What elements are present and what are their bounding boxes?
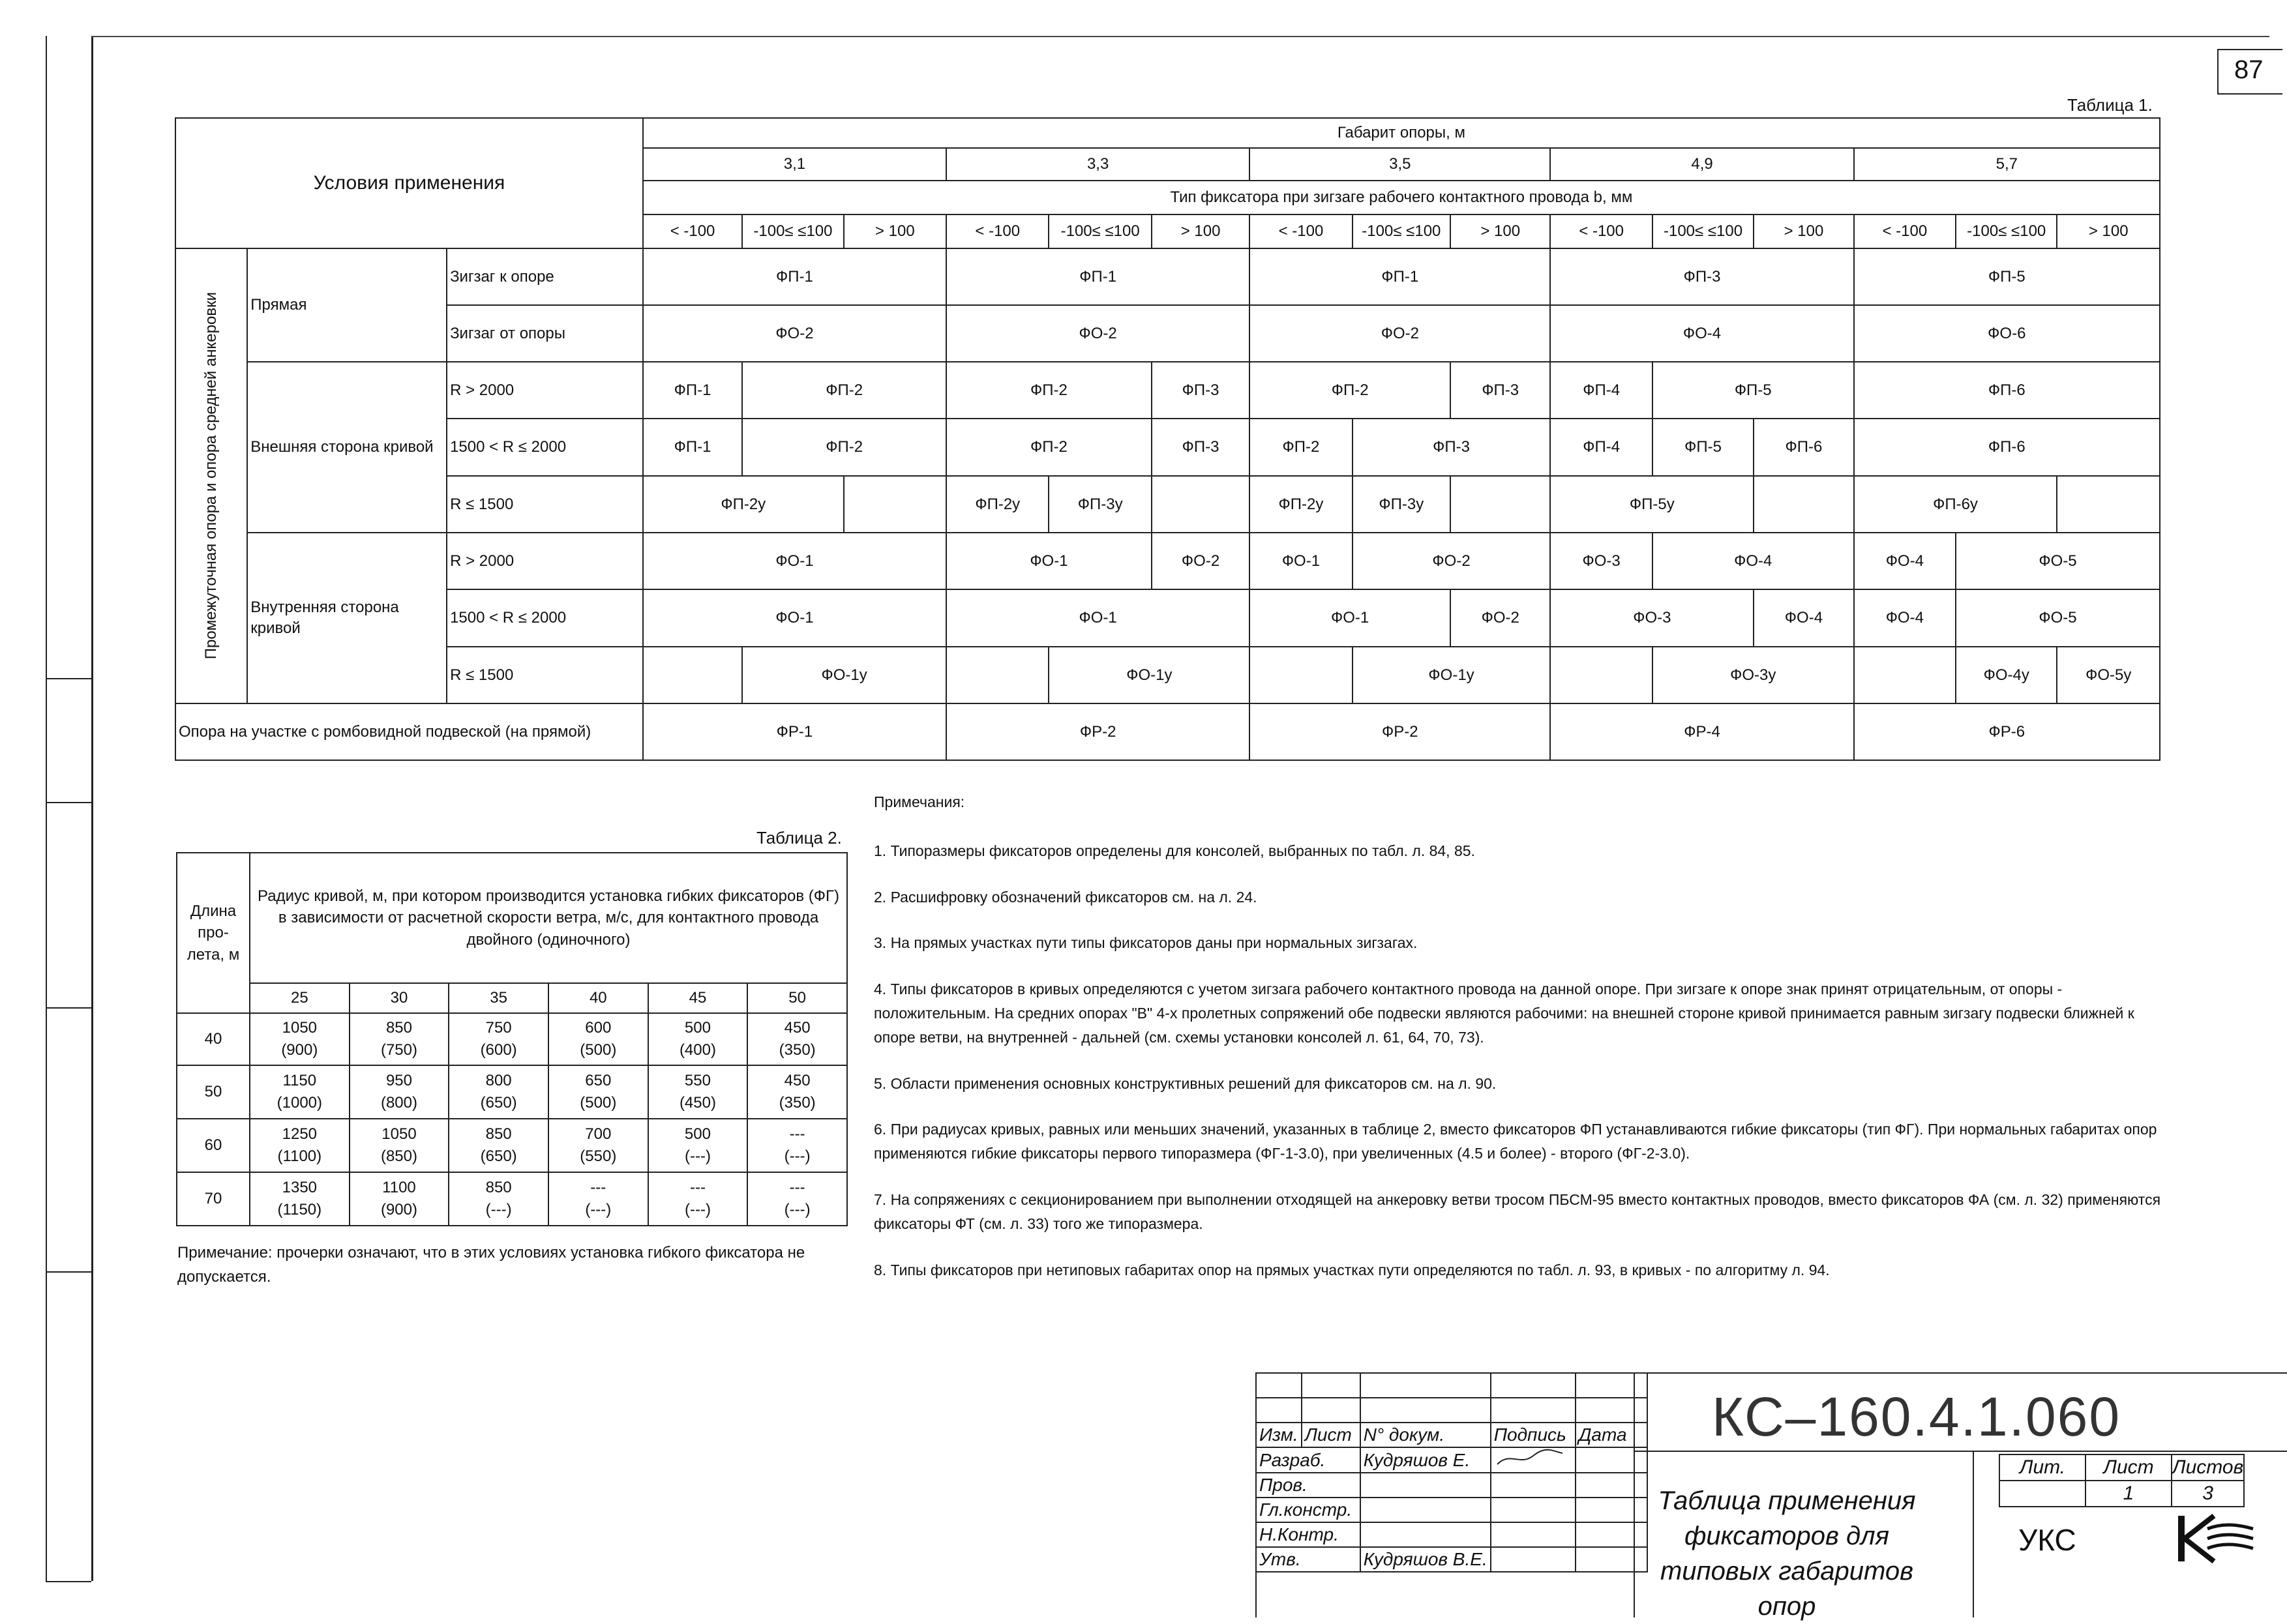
t2-cell bbox=[350, 1172, 449, 1226]
notes-title: Примечания: bbox=[874, 793, 965, 810]
frame-outer-line bbox=[46, 36, 47, 1581]
t2-span-header: Длина про-лета, м bbox=[177, 853, 250, 1013]
t2-value: 1250 bbox=[282, 1125, 318, 1144]
zigzag-range: < -100 bbox=[1249, 214, 1352, 248]
t2-cell bbox=[250, 1172, 350, 1226]
t2-value: 650 bbox=[585, 1072, 612, 1090]
t2-radius-header: Радиус кривой, м, при котором производится установка гибких фиксаторов (ФГ) в зависимости от расчетной скорости ветра, м/с, для контактного провода двойного (одиночного) bbox=[250, 853, 847, 983]
t2-value: 1050 bbox=[381, 1125, 417, 1144]
t2-value: (350) bbox=[779, 1094, 816, 1112]
tb-sheet-info bbox=[1999, 1454, 2245, 1507]
title-block bbox=[1255, 1372, 2287, 1621]
table-cell: ФР-6 bbox=[1854, 703, 2160, 760]
table-cell-empty bbox=[1550, 647, 1652, 703]
t2-cell bbox=[350, 1119, 449, 1172]
t2-span: 70 bbox=[177, 1172, 250, 1226]
t2-cell bbox=[648, 1172, 748, 1226]
table-cell: ФО-3 bbox=[1550, 533, 1652, 589]
t2-value: (---) bbox=[784, 1201, 811, 1218]
tb-header: Подпись bbox=[1491, 1423, 1576, 1447]
table-cell: ФО-1у bbox=[1353, 647, 1551, 703]
t2-value: (400) bbox=[679, 1041, 716, 1059]
stamp-divider bbox=[46, 1271, 91, 1273]
note-item: 7. На сопряжениях с секционированием при выполнении отходящей на анкеровку ветви тросом ПБСМ-95 вместо контактных проводов, вместо фиксаторов ФА (см. л. 32) применяются фиксаторы ФТ (см. л. 33) того же типоразмера. bbox=[874, 1190, 2161, 1232]
table-cell: ФО-4у bbox=[1956, 647, 2057, 703]
t2-value: (650) bbox=[480, 1094, 517, 1112]
tb-header: Лист bbox=[1302, 1423, 1360, 1447]
cond-r-gt-2000: R > 2000 bbox=[447, 362, 643, 419]
table1-caption: Таблица 1. bbox=[2067, 95, 2153, 115]
t2-cell bbox=[449, 1065, 548, 1119]
zigzag-range: < -100 bbox=[643, 214, 742, 248]
t2-value: (450) bbox=[679, 1094, 716, 1112]
t2-span: 60 bbox=[177, 1119, 250, 1172]
note-item: 1. Типоразмеры фиксаторов определены для консолей, выбранных по табл. л. 84, 85. bbox=[874, 842, 1475, 859]
tb-header: Дата bbox=[1576, 1423, 1647, 1447]
tb-sheet-label: Лист bbox=[2085, 1454, 2172, 1481]
t2-span: 50 bbox=[177, 1065, 250, 1119]
table-cell: ФП-2 bbox=[946, 419, 1152, 476]
t2-cell bbox=[548, 1013, 648, 1065]
zigzag-range: < -100 bbox=[1854, 214, 1956, 248]
t2-value: 1100 bbox=[382, 1179, 416, 1197]
table-cell: ФП-6 bbox=[1854, 419, 2160, 476]
table-cell: ФП-1 bbox=[1249, 248, 1550, 305]
table-cell: ФО-1у bbox=[1049, 647, 1249, 703]
table-row bbox=[177, 1013, 847, 1065]
table-cell: ФП-5 bbox=[1854, 248, 2160, 305]
frame-inner-line bbox=[91, 36, 93, 1581]
t2-cell bbox=[747, 1172, 847, 1226]
cond-r-1500-2000: 1500 < R ≤ 2000 bbox=[447, 419, 643, 476]
table-cell-empty bbox=[1249, 647, 1352, 703]
table-cell-empty bbox=[1152, 476, 1249, 533]
table-cell: ФП-6 bbox=[1754, 419, 1853, 476]
table-cell: ФП-4 bbox=[1550, 419, 1652, 476]
t2-cell bbox=[250, 1013, 350, 1065]
table-cell: ФП-6у bbox=[1854, 476, 2057, 533]
table-cell: ФО-2 bbox=[1152, 533, 1249, 589]
t2-cell bbox=[250, 1119, 350, 1172]
t2-cell bbox=[747, 1119, 847, 1172]
table-cell: ФО-1 bbox=[643, 589, 946, 647]
tb-lit-label: Лит. bbox=[1999, 1454, 2085, 1481]
t2-value: 450 bbox=[784, 1072, 811, 1090]
org-name: УКС bbox=[2018, 1523, 2076, 1557]
t2-value: (750) bbox=[380, 1041, 417, 1059]
table-cell: ФО-4 bbox=[1854, 533, 1956, 589]
t2-value: (---) bbox=[684, 1201, 711, 1218]
table-cell: ФО-4 bbox=[1754, 589, 1853, 647]
sheet-number: 87 bbox=[2217, 49, 2282, 95]
table-cell: ФП-3 bbox=[1152, 362, 1249, 419]
t2-speed: 25 bbox=[250, 983, 350, 1013]
t2-value: 800 bbox=[485, 1072, 512, 1090]
t2-value: --- bbox=[689, 1179, 706, 1197]
table-cell: ФП-2 bbox=[1249, 419, 1352, 476]
t2-cell bbox=[350, 1013, 449, 1065]
note-item: 4. Типы фиксаторов в кривых определяются с учетом зигзага рабочего контактного провода на данной опоре. При зигзаге к опоре знак принят отрицательным, от опоры - положительным. На средних опорах "В" 4-х пролетных сопряжений обе подвески являются рабочими: на внешней стороне кривой принимается равным зигзагу подвески ближней к опоре ветви, на внутренней - дальней (см. схемы установки консолей л. 61, 64, 70, 73). bbox=[874, 981, 2134, 1046]
note-item: 3. На прямых участках пути типы фиксаторов даны при нормальных зигзагах. bbox=[874, 934, 1418, 952]
tb-sheets: 3 bbox=[2172, 1481, 2244, 1507]
tb-developer: Кудряшов Е. bbox=[1360, 1447, 1491, 1473]
table-cell: ФП-1 bbox=[946, 248, 1249, 305]
tb-signature bbox=[1491, 1447, 1576, 1473]
table-cell-empty bbox=[643, 647, 742, 703]
tb-role: Гл.констр. bbox=[1256, 1498, 1360, 1522]
t2-value: (---) bbox=[585, 1201, 612, 1218]
table2 bbox=[176, 852, 848, 1226]
table-cell: ФП-2у bbox=[946, 476, 1049, 533]
table-cell: ФП-6 bbox=[1854, 362, 2160, 419]
header-gabarit-3-3: 3,3 bbox=[946, 148, 1249, 181]
t2-value: 550 bbox=[684, 1072, 711, 1090]
stamp-divider bbox=[46, 678, 91, 679]
table-cell: ФП-5 bbox=[1652, 419, 1754, 476]
table-cell: ФР-2 bbox=[946, 703, 1249, 760]
t2-cell bbox=[747, 1013, 847, 1065]
t2-cell bbox=[648, 1065, 748, 1119]
table-cell: ФП-3у bbox=[1049, 476, 1151, 533]
zigzag-range: -100≤ ≤100 bbox=[1652, 214, 1754, 248]
t2-value: 1150 bbox=[282, 1072, 317, 1090]
t2-cell bbox=[548, 1119, 648, 1172]
t2-value: 450 bbox=[784, 1019, 811, 1037]
zigzag-range: < -100 bbox=[1550, 214, 1652, 248]
tb-signatures bbox=[1255, 1372, 1648, 1572]
cond-r-gt-2000: R > 2000 bbox=[447, 533, 643, 589]
t2-value: --- bbox=[590, 1179, 606, 1197]
zigzag-range: > 100 bbox=[2057, 214, 2160, 248]
table-cell: ФР-1 bbox=[643, 703, 946, 760]
table-cell: ФО-1 bbox=[946, 533, 1152, 589]
table-cell-empty bbox=[1854, 647, 1956, 703]
tb-header: Изм. bbox=[1256, 1423, 1302, 1447]
table-row bbox=[177, 1119, 847, 1172]
t2-speed: 45 bbox=[648, 983, 748, 1013]
table-cell: ФП-2у bbox=[1249, 476, 1352, 533]
zigzag-range: -100≤ ≤100 bbox=[742, 214, 843, 248]
stamp-divider bbox=[46, 1581, 91, 1582]
zigzag-range: > 100 bbox=[1754, 214, 1853, 248]
t2-value: --- bbox=[789, 1179, 805, 1197]
t2-value: (1150) bbox=[277, 1201, 322, 1218]
t2-cell bbox=[548, 1172, 648, 1226]
t2-value: 850 bbox=[485, 1125, 512, 1144]
note-item: 6. При радиусах кривых, равных или меньших значений, указанных в таблице 2, вместо фиксаторов ФП устанавливаются гибкие фиксаторы (тип ФГ). При нормальных габаритах опор применяются гибкие фиксаторы первого типоразмера (ФГ-1-3.0), при увеличенных (4.5 и более) - второго (ФГ-2-3.0). bbox=[874, 1121, 2157, 1162]
zigzag-range: > 100 bbox=[1152, 214, 1249, 248]
row-straight: Прямая bbox=[247, 248, 447, 362]
tb-sheets-label: Листов bbox=[2172, 1454, 2244, 1481]
table-cell: ФП-2 bbox=[946, 362, 1152, 419]
t2-value: 850 bbox=[385, 1019, 412, 1037]
table-cell: ФО-3у bbox=[1652, 647, 1854, 703]
table-cell: ФО-2 bbox=[946, 305, 1249, 362]
header-gabarit: Габарит опоры, м bbox=[643, 118, 2160, 148]
table-cell: ФП-2 bbox=[1249, 362, 1450, 419]
table-cell: ФП-5у bbox=[1550, 476, 1754, 533]
table-cell: ФП-3 bbox=[1152, 419, 1249, 476]
table-cell-empty bbox=[2057, 476, 2160, 533]
note-item: 5. Области применения основных конструктивных решений для фиксаторов см. на л. 90. bbox=[874, 1074, 1497, 1092]
t2-value: 1050 bbox=[282, 1019, 318, 1037]
notes bbox=[874, 790, 2165, 1304]
table-cell: ФР-2 bbox=[1249, 703, 1550, 760]
table-cell: ФО-6 bbox=[1854, 305, 2160, 362]
tb-divider bbox=[1973, 1451, 1974, 1617]
t2-value: --- bbox=[789, 1125, 805, 1144]
table-cell: ФП-2 bbox=[742, 419, 946, 476]
t2-cell bbox=[449, 1172, 548, 1226]
header-gabarit-3-1: 3,1 bbox=[643, 148, 946, 181]
table-cell: ФП-1 bbox=[643, 419, 742, 476]
zigzag-range: > 100 bbox=[1450, 214, 1550, 248]
t2-cell bbox=[449, 1013, 548, 1065]
table-cell: ФП-2у bbox=[643, 476, 844, 533]
t2-value: (550) bbox=[580, 1147, 617, 1165]
tb-divider bbox=[1634, 1451, 2287, 1452]
table-cell: ФО-5 bbox=[1956, 533, 2160, 589]
t2-cell bbox=[350, 1065, 449, 1119]
table-cell: ФО-1у bbox=[742, 647, 946, 703]
table-cell: ФП-3 bbox=[1450, 362, 1550, 419]
t2-value: (650) bbox=[480, 1147, 517, 1165]
t2-value: 700 bbox=[585, 1125, 612, 1144]
t2-value: (---) bbox=[485, 1201, 512, 1218]
t2-speed: 35 bbox=[449, 983, 548, 1013]
cond-zigzag-from: Зигзаг от опоры bbox=[447, 305, 643, 362]
row-inner: Внутренняя сторона кривой bbox=[247, 533, 447, 703]
table-cell: ФП-2 bbox=[742, 362, 946, 419]
table-cell: ФО-2 bbox=[1450, 589, 1550, 647]
t2-value: 850 bbox=[485, 1179, 512, 1197]
t2-cell bbox=[747, 1065, 847, 1119]
table2-note: Примечание: прочерки означают, что в этих условиях установка гибкого фиксатора не допускается. bbox=[177, 1244, 805, 1286]
t2-cell bbox=[648, 1119, 748, 1172]
table1 bbox=[175, 117, 2160, 761]
table-cell: ФП-3у bbox=[1353, 476, 1450, 533]
tb-role: Утв. bbox=[1256, 1547, 1360, 1572]
table-cell: ФП-1 bbox=[643, 248, 946, 305]
note-item: 2. Расшифровку обозначений фиксаторов см. на л. 24. bbox=[874, 888, 1257, 906]
t2-speed: 40 bbox=[548, 983, 648, 1013]
table-row bbox=[177, 1065, 847, 1119]
t2-value: (1000) bbox=[277, 1094, 323, 1112]
zigzag-range: < -100 bbox=[946, 214, 1049, 248]
tb-sheet: 1 bbox=[2085, 1481, 2172, 1507]
cond-r-1500-2000: 1500 < R ≤ 2000 bbox=[447, 589, 643, 647]
t2-speed: 50 bbox=[747, 983, 847, 1013]
table-cell: ФО-2 bbox=[1353, 533, 1551, 589]
table-cell: ФП-4 bbox=[1550, 362, 1652, 419]
table-cell-empty bbox=[946, 647, 1049, 703]
table-row bbox=[177, 1172, 847, 1226]
header-gabarit-4-9: 4,9 bbox=[1550, 148, 1853, 181]
table-cell: ФО-1 bbox=[1249, 533, 1352, 589]
note-item: 8. Типы фиксаторов при нетиповых габаритах опор на прямых участках пути определяются по табл. л. 93, в кривых - по алгоритму л. 94. bbox=[874, 1261, 1830, 1278]
doc-title: Таблица применения фиксаторов для типовых габаритов опор bbox=[1658, 1486, 1916, 1621]
table-cell-empty bbox=[1450, 476, 1550, 533]
t2-value: (600) bbox=[480, 1041, 517, 1059]
t2-value: 1350 bbox=[282, 1179, 318, 1197]
table-cell: ФО-2 bbox=[1249, 305, 1550, 362]
t2-value: (1100) bbox=[277, 1147, 322, 1165]
zigzag-range: -100≤ ≤100 bbox=[1353, 214, 1450, 248]
t2-value: (350) bbox=[779, 1041, 816, 1059]
t2-value: (850) bbox=[380, 1147, 417, 1165]
doc-code: КС–160.4.1.060 bbox=[1712, 1386, 2121, 1447]
tb-header: N° докум. bbox=[1360, 1423, 1491, 1447]
tb-role: Н.Контр. bbox=[1256, 1522, 1360, 1547]
t2-value: 600 bbox=[585, 1019, 612, 1037]
table-cell: ФП-3 bbox=[1550, 248, 1853, 305]
t2-span: 40 bbox=[177, 1013, 250, 1065]
table-cell: ФО-1 bbox=[1249, 589, 1450, 647]
table-cell: ФО-5у bbox=[2057, 647, 2160, 703]
t2-value: 500 bbox=[684, 1019, 711, 1037]
tb-role: Разраб. bbox=[1256, 1447, 1360, 1473]
header-conditions: Условия применения bbox=[175, 118, 643, 248]
row-rhomb: Опора на участке с ромбовидной подвеской (на прямой) bbox=[175, 703, 643, 760]
table-cell: ФР-4 bbox=[1550, 703, 1853, 760]
stamp-divider bbox=[46, 1007, 91, 1009]
table2-caption: Таблица 2. bbox=[756, 828, 842, 848]
t2-value: (900) bbox=[380, 1201, 417, 1218]
table-cell: ФО-4 bbox=[1652, 533, 1854, 589]
group-label-cell bbox=[175, 248, 247, 703]
signature-mark bbox=[1494, 1448, 1566, 1468]
t2-value: (---) bbox=[684, 1147, 711, 1165]
t2-cell bbox=[648, 1013, 748, 1065]
table-cell: ФО-2 bbox=[643, 305, 946, 362]
table-cell: ФП-3 bbox=[1353, 419, 1551, 476]
header-fixator-type: Тип фиксатора при зигзаге рабочего контактного провода b, мм bbox=[643, 181, 2160, 214]
zigzag-range: -100≤ ≤100 bbox=[1049, 214, 1151, 248]
cond-zigzag-to: Зигзаг к опоре bbox=[447, 248, 643, 305]
t2-value: (500) bbox=[580, 1094, 617, 1112]
t2-value: (---) bbox=[784, 1147, 811, 1165]
zigzag-range: -100≤ ≤100 bbox=[1956, 214, 2057, 248]
stamp-divider bbox=[46, 802, 91, 803]
header-gabarit-5-7: 5,7 bbox=[1854, 148, 2160, 181]
zigzag-range: > 100 bbox=[844, 214, 946, 248]
row-outer: Внешняя сторона кривой bbox=[247, 362, 447, 533]
table-cell-empty bbox=[1754, 476, 1853, 533]
t2-cell bbox=[250, 1065, 350, 1119]
t2-value: (800) bbox=[380, 1094, 417, 1112]
cond-r-le-1500: R ≤ 1500 bbox=[447, 647, 643, 703]
table-cell: ФП-1 bbox=[643, 362, 742, 419]
company-logo-icon bbox=[2168, 1509, 2260, 1568]
table-cell-empty bbox=[844, 476, 946, 533]
table-cell: ФО-5 bbox=[1956, 589, 2160, 647]
table-cell: ФО-3 bbox=[1550, 589, 1754, 647]
t2-value: 500 bbox=[684, 1125, 711, 1144]
t2-cell bbox=[449, 1119, 548, 1172]
tb-role: Пров. bbox=[1256, 1473, 1360, 1498]
group-label: Промежуточная опора и опора средней анкеровки bbox=[202, 292, 220, 660]
table-cell: ФО-4 bbox=[1854, 589, 1956, 647]
table-cell: ФО-4 bbox=[1550, 305, 1853, 362]
table-cell: ФО-1 bbox=[643, 533, 946, 589]
t2-value: (500) bbox=[580, 1041, 617, 1059]
t2-speed: 30 bbox=[350, 983, 449, 1013]
t2-value: 750 bbox=[485, 1019, 512, 1037]
cond-r-le-1500: R ≤ 1500 bbox=[447, 476, 643, 533]
header-gabarit-3-5: 3,5 bbox=[1249, 148, 1550, 181]
table-cell: ФП-5 bbox=[1652, 362, 1854, 419]
t2-cell bbox=[548, 1065, 648, 1119]
t2-value: 950 bbox=[385, 1072, 412, 1090]
table-cell: ФО-1 bbox=[946, 589, 1249, 647]
frame-top-line bbox=[91, 36, 2269, 37]
tb-approver: Кудряшов В.Е. bbox=[1360, 1547, 1491, 1572]
t2-value: (900) bbox=[281, 1041, 318, 1059]
